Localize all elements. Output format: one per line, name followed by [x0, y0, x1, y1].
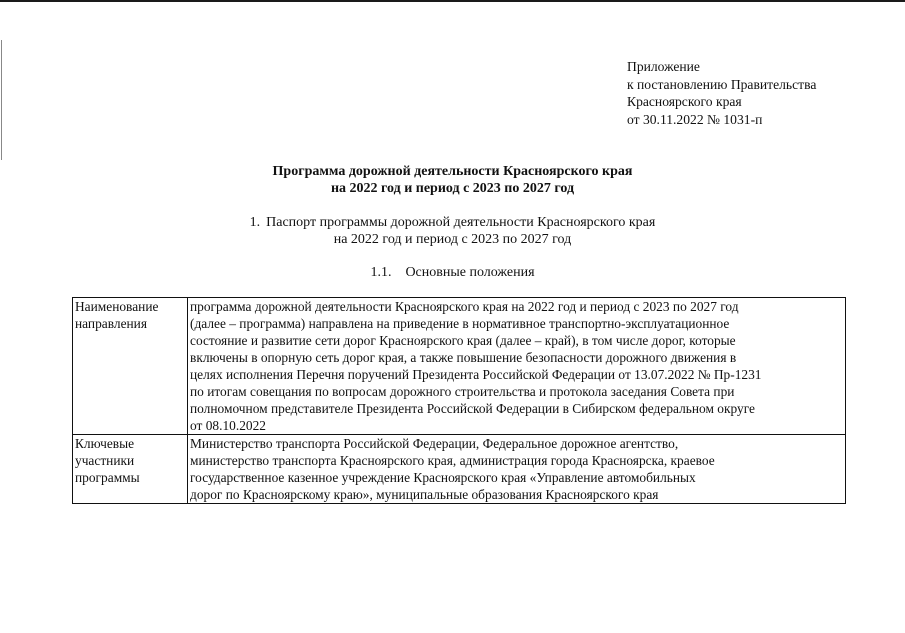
row-value-line: дорог по Красноярскому краю», муниципальные образования Красноярского края [190, 487, 659, 502]
row-value-cell [188, 435, 846, 504]
appendix-line: от 30.11.2022 № 1031-п [627, 111, 763, 127]
row-value-line: полномочном представителе Президента Российской Федерации в Сибирском федеральном округе [190, 401, 755, 416]
appendix-line: Приложение [627, 59, 700, 74]
appendix-block [627, 58, 816, 128]
row-value-line: включены в опорную сеть дорог края, а также повышение безопасности дорожного движения в [190, 350, 737, 365]
section-number: 1. [249, 215, 261, 230]
subsection-heading [0, 264, 905, 281]
row-label-line: Наименование [75, 299, 159, 314]
section-heading [0, 214, 905, 248]
table-row [73, 298, 846, 435]
row-value-cell [188, 298, 846, 435]
row-label-cell [73, 435, 188, 504]
row-value-line: (далее – программа) направлена на приведение в нормативное транспортно-эксплуатационное [190, 316, 730, 331]
row-value-line: Министерство транспорта Российской Федерации, Федеральное дорожное агентство, [190, 436, 679, 451]
row-value-line: от 08.10.2022 [190, 418, 266, 433]
document-title [0, 163, 905, 197]
row-value-line: программа дорожной деятельности Красноярского края на 2022 год и период с 2023 по 2027 год [190, 299, 739, 314]
appendix-line: Красноярского края [627, 94, 742, 109]
row-value-line: по итогам совещания по вопросам дорожного строительства и протокола заседания Совета при [190, 384, 735, 399]
row-value-line: состояние и развитие сети дорог Красноярского края (далее – край), в том числе дорог, которые [190, 333, 736, 348]
subsection-title: Основные положения [405, 265, 535, 280]
page-top-edge [0, 0, 905, 2]
appendix-line: к постановлению Правительства [627, 76, 817, 92]
passport-table [72, 297, 846, 504]
row-value-line: целях исполнения Перечня поручений Президента Российской Федерации от 13.07.2022 № Пр-1231 [190, 367, 762, 382]
row-label-line: направления [75, 316, 148, 331]
row-value-line: министерство транспорта Красноярского края, администрация города Красноярска, краевое [190, 453, 715, 468]
row-label-cell [73, 298, 188, 435]
scan-left-edge [1, 40, 2, 160]
table-row [73, 435, 846, 504]
row-label-line: участники [75, 453, 135, 468]
row-value-line: государственное казенное учреждение Красноярского края «Управление автомобильных [190, 470, 696, 485]
document-title-line: Программа дорожной деятельности Красноярского края [272, 164, 633, 179]
section-heading-line-1 [0, 214, 905, 231]
document-title-line: на 2022 год и период с 2023 по 2027 год [330, 181, 575, 196]
row-label-line: Ключевые [75, 436, 135, 451]
section-heading-text: Паспорт программы дорожной деятельности Красноярского края [266, 215, 656, 230]
row-label-line: программы [75, 470, 140, 485]
subsection-number: 1.1. [370, 265, 392, 280]
section-heading-line-2: на 2022 год и период с 2023 по 2027 год [333, 232, 572, 247]
